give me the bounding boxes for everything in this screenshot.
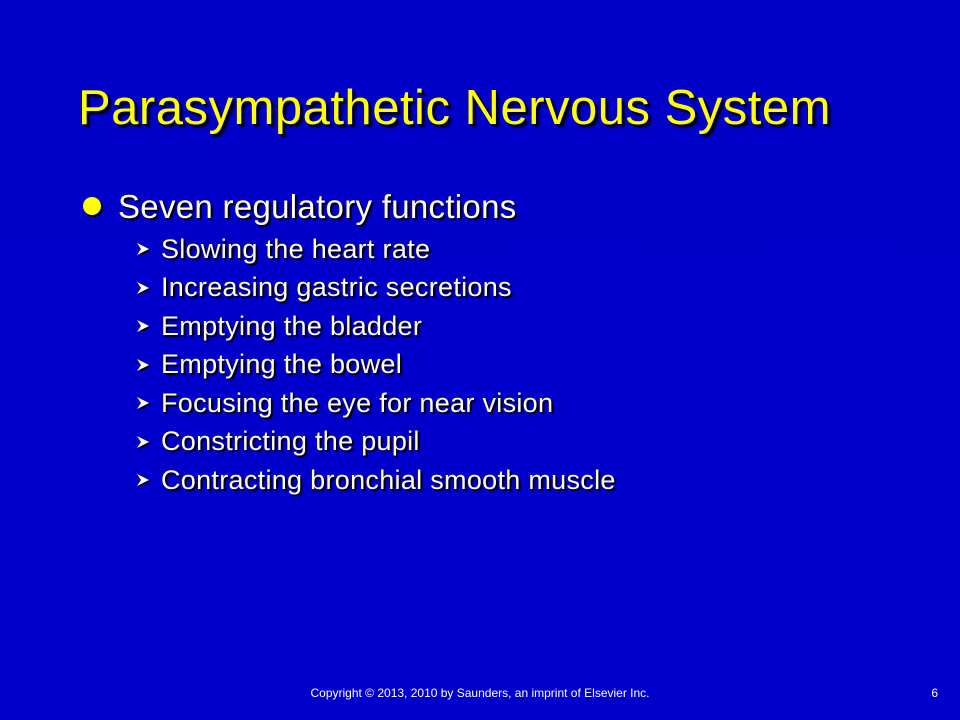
slide-content [80,184,920,500]
sub-bullet-text: Increasing gastric secretions [161,272,512,303]
sub-bullet-text: Emptying the bladder [161,310,423,341]
arrowhead-icon [133,432,153,452]
arrowhead-icon [133,355,153,375]
sub-bullet-text: Slowing the heart rate [161,233,431,264]
sub-bullet-text: Focusing the eye for near vision [161,387,554,418]
arrowhead-icon [133,470,153,490]
copyright-footer: Copyright © 2013, 2010 by Saunders, an imprint of Elsevier Inc. [310,686,650,700]
arrowhead-icon [133,278,153,298]
list-item [133,384,920,423]
arrowhead-icon [133,393,153,413]
arrowhead-icon [133,239,153,259]
sub-bullet-text: Constricting the pupil [161,426,420,457]
sub-bullet-text: Contracting bronchial smooth muscle [161,464,616,495]
slide-title: Parasympathetic Nervous System [78,81,831,135]
list-item [133,461,920,500]
list-item [133,230,920,269]
sub-bullet-text: Emptying the bowel [161,349,403,380]
arrowhead-icon [133,316,153,336]
main-bullet [80,184,920,230]
list-item [133,346,920,385]
main-bullet-text: Seven regulatory functions [118,188,517,225]
sub-bullet-list [80,230,920,500]
list-item [133,423,920,462]
bullet-dot-icon [82,196,104,218]
list-item [133,307,920,346]
page-number: 6 [931,686,938,700]
list-item [133,269,920,308]
